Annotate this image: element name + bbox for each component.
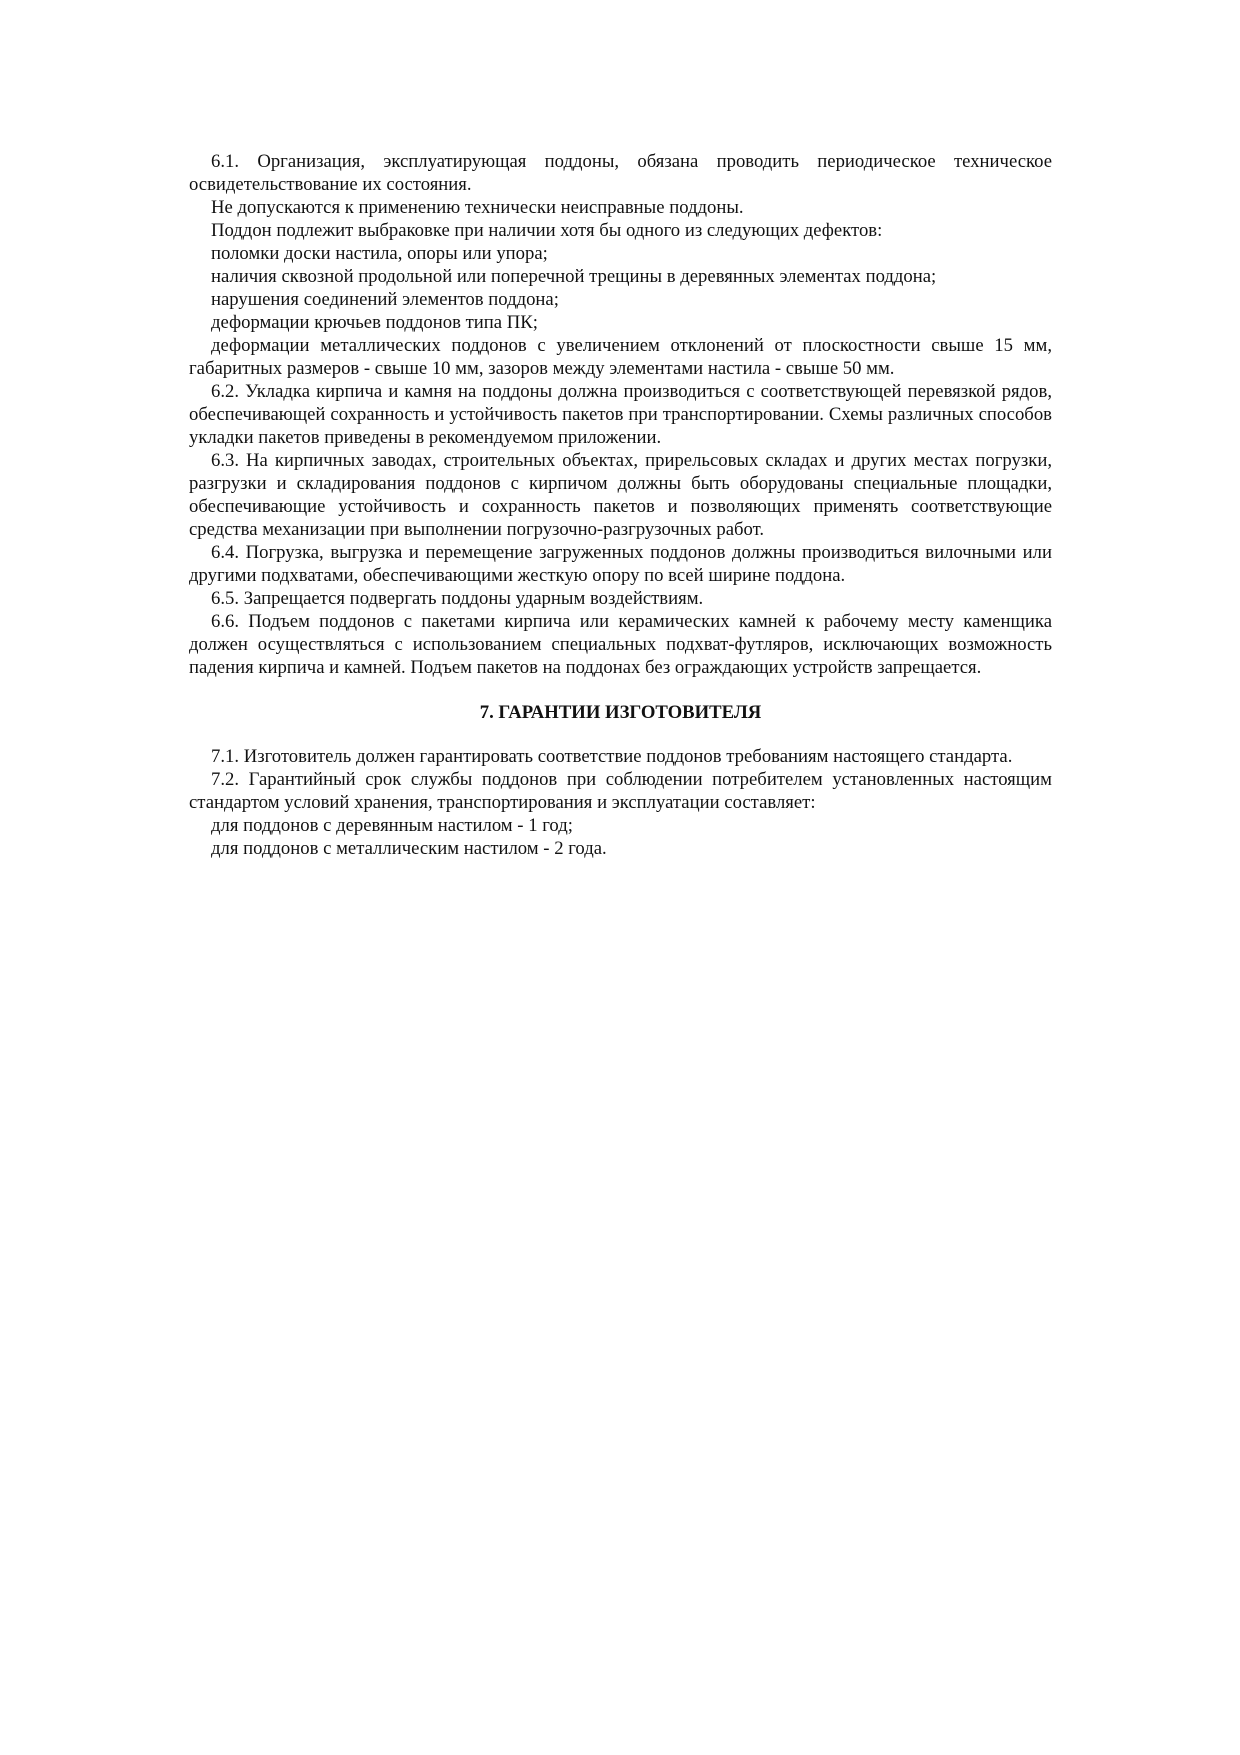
paragraph-6-2: 6.2. Укладка кирпича и камня на поддоны должна производиться с соответствующей перевязкой рядов, обеспечивающей сохранность и устойчивость пакетов при транспортировании. Схемы различных способов укладки пакетов приведены в рекомендуемом приложении. xyxy=(189,381,1052,448)
warranty-item-metal: для поддонов с металлическим настилом - 2 года. xyxy=(211,838,607,859)
paragraph-rejection-defects: Поддон подлежит выбраковке при наличии хотя бы одного из следующих дефектов: xyxy=(211,220,883,241)
defect-item-crack: наличия сквозной продольной или поперечной трещины в деревянных элементах поддона; xyxy=(211,266,937,287)
defect-item-hooks: деформации крючьев поддонов типа ПК; xyxy=(211,312,538,333)
paragraph-6-1: 6.1. Организация, эксплуатирующая поддоны, обязана проводить периодическое техническое освидетельствование их состояния. xyxy=(189,151,1052,195)
warranty-item-wooden: для поддонов с деревянным настилом - 1 год; xyxy=(211,815,573,836)
defect-item-joints: нарушения соединений элементов поддона; xyxy=(211,289,559,310)
section-7 xyxy=(189,745,1052,860)
section-6 xyxy=(189,150,1052,679)
paragraph-6-4: 6.4. Погрузка, выгрузка и перемещение загруженных поддонов должны производиться вилочными или другими подхватами, обеспечивающими жесткую опору по всей ширине поддона. xyxy=(189,542,1052,586)
paragraph-6-5: 6.5. Запрещается подвергать поддоны ударным воздействиям. xyxy=(211,588,704,609)
section-7-heading: 7. ГАРАНТИИ ИЗГОТОВИТЕЛЯ xyxy=(479,702,762,723)
paragraph-6-3: 6.3. На кирпичных заводах, строительных объектах, прирельсовых складах и других местах погрузки, разгрузки и складирования поддонов с кирпичом должны быть оборудованы специальные площадки, обеспечивающие устойчивость и сохранность пакетов и позволяющих применять соответствующие средства механизации при выполнении погрузочно-разгрузочных работ. xyxy=(189,450,1052,540)
paragraph-6-6: 6.6. Подъем поддонов с пакетами кирпича или керамических камней к рабочему месту каменщика должен осуществляться с использованием специальных подхват-футляров, исключающих возможность падения кирпича и камней. Подъем пакетов на поддонах без ограждающих устройств запрещается. xyxy=(189,611,1052,678)
defect-item-metal-deformation: деформации металлических поддонов с увеличением отклонений от плоскостности свыше 15 мм, габаритных размеров - свыше 10 мм, зазоров между элементами настила - свыше 50 мм. xyxy=(189,335,1052,379)
document-page xyxy=(189,150,1052,860)
paragraph-7-2: 7.2. Гарантийный срок службы поддонов при соблюдении потребителем установленных настоящим стандартом условий хранения, транспортирования и эксплуатации составляет: xyxy=(189,769,1052,813)
paragraph-7-1: 7.1. Изготовитель должен гарантировать соответствие поддонов требованиям настоящего стандарта. xyxy=(211,746,1013,767)
defect-item-board-break: поломки доски настила, опоры или упора; xyxy=(211,243,548,264)
paragraph-unfit-pallets: Не допускаются к применению технически неисправные поддоны. xyxy=(211,197,744,218)
